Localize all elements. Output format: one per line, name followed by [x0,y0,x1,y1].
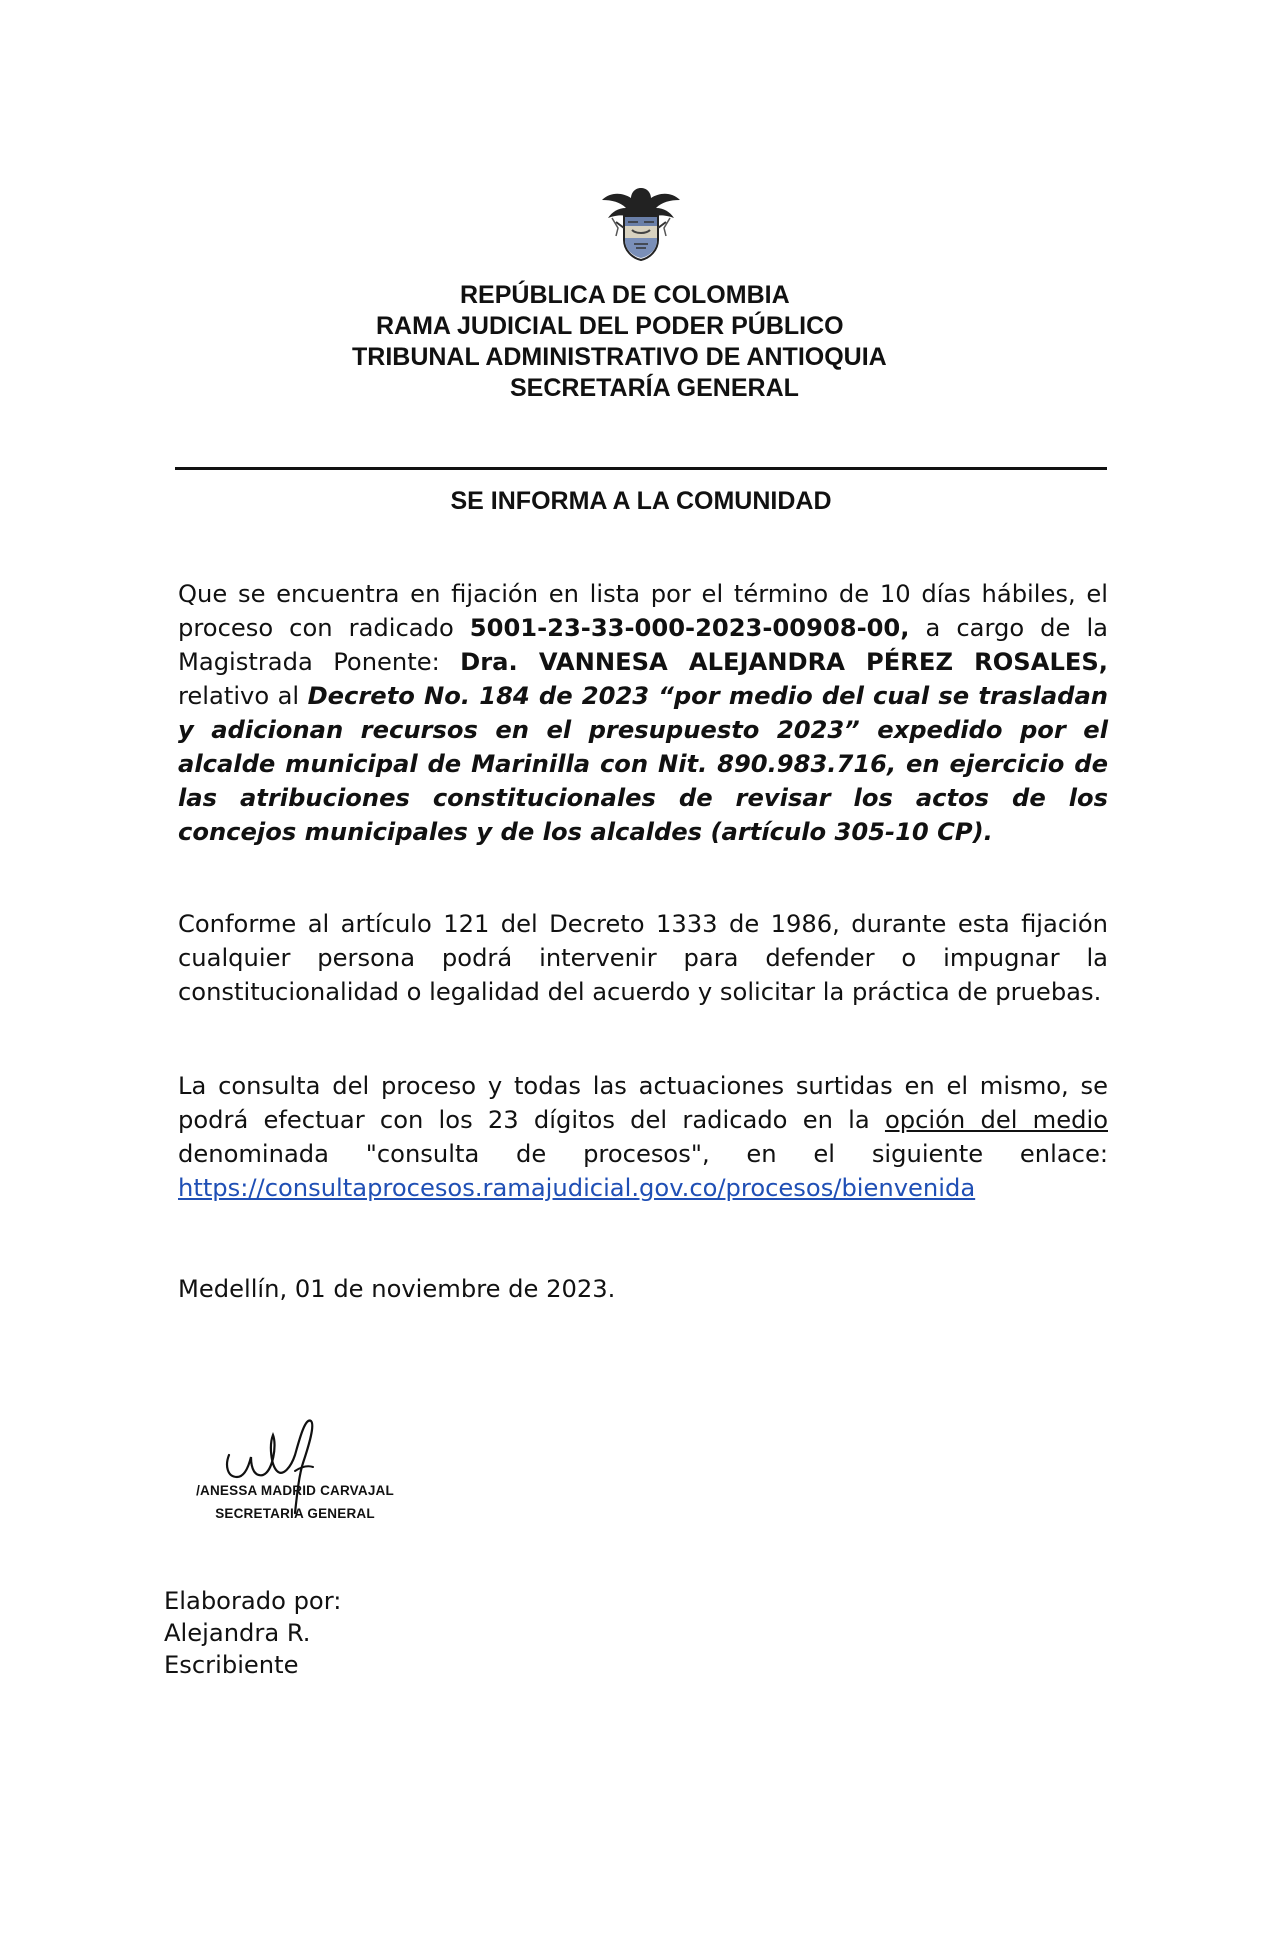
paragraph1-text-3: relativo al [178,682,308,710]
signer-name: /ANESSA MADRID CARVAJAL [196,1483,394,1498]
document-date: Medellín, 01 de noviembre de 2023. [178,1275,616,1303]
case-number: 5001-23-33-000-2023-00908-00, [469,614,910,642]
paragraph-fixation [178,577,1108,849]
magistrate-name: Dra. VANNESA ALEJANDRA PÉREZ ROSALES, [460,648,1108,676]
coat-of-arms-icon [598,178,684,264]
prepared-by-label: Elaborado por: [164,1587,342,1615]
paragraph1-text-1: Que se encuentra en fijación en lista por el término de 10 días hábiles, el proceso con radicado [178,580,1108,642]
header-secretariat: SECRETARÍA GENERAL [510,374,799,402]
header-judicial-branch: RAMA JUDICIAL DEL PODER PÚBLICO [376,312,844,340]
prepared-by-block [164,1585,341,1681]
underlined-option: opción del medio [884,1106,1108,1134]
decree-description: Decreto No. 184 de 2023 “por medio del cual se trasladan y adicionan recursos en el presupuesto 2023” expedido por el alcalde municipal de Marinilla con Nit. 890.983.716, en ejercicio de las atribuciones constitucionales de revisar los actos de los concejos municipales y de los alcaldes (artículo 305-10 CP). [178,682,1108,846]
paragraph3-text-2: denominada "consulta de procesos", en el siguiente enlace: [178,1140,1108,1168]
preparer-role: Escribiente [164,1651,299,1679]
paragraph1-text-2: a cargo de la Magistrada Ponente: [178,614,1108,676]
signer-title: SECRETARIA GENERAL [215,1506,375,1521]
header-divider [175,467,1107,470]
paragraph-intervention: Conforme al artículo 121 del Decreto 1333 de 1986, durante esta fijación cualquier persona podrá intervenir para defender o impugnar la constitucionalidad o legalidad del acuerdo y solicitar la práctica de pruebas. [178,910,1108,1006]
handwritten-signature-icon [215,1405,335,1515]
consulta-procesos-link[interactable]: https://consultaprocesos.ramajudicial.gov.co/procesos/bienvenida [178,1174,976,1202]
notice-title: SE INFORMA A LA COMUNIDAD [450,487,832,515]
header-tribunal: TRIBUNAL ADMINISTRATIVO DE ANTIOQUIA [352,343,887,371]
paragraph3-text-1: La consulta del proceso y todas las actuaciones surtidas en el mismo, se podrá efectuar con los 23 dígitos del radicado en la [178,1072,1108,1134]
header-republic: REPÚBLICA DE COLOMBIA [460,281,790,309]
paragraph-consultation [178,1069,1108,1205]
preparer-name: Alejandra R. [164,1619,311,1647]
